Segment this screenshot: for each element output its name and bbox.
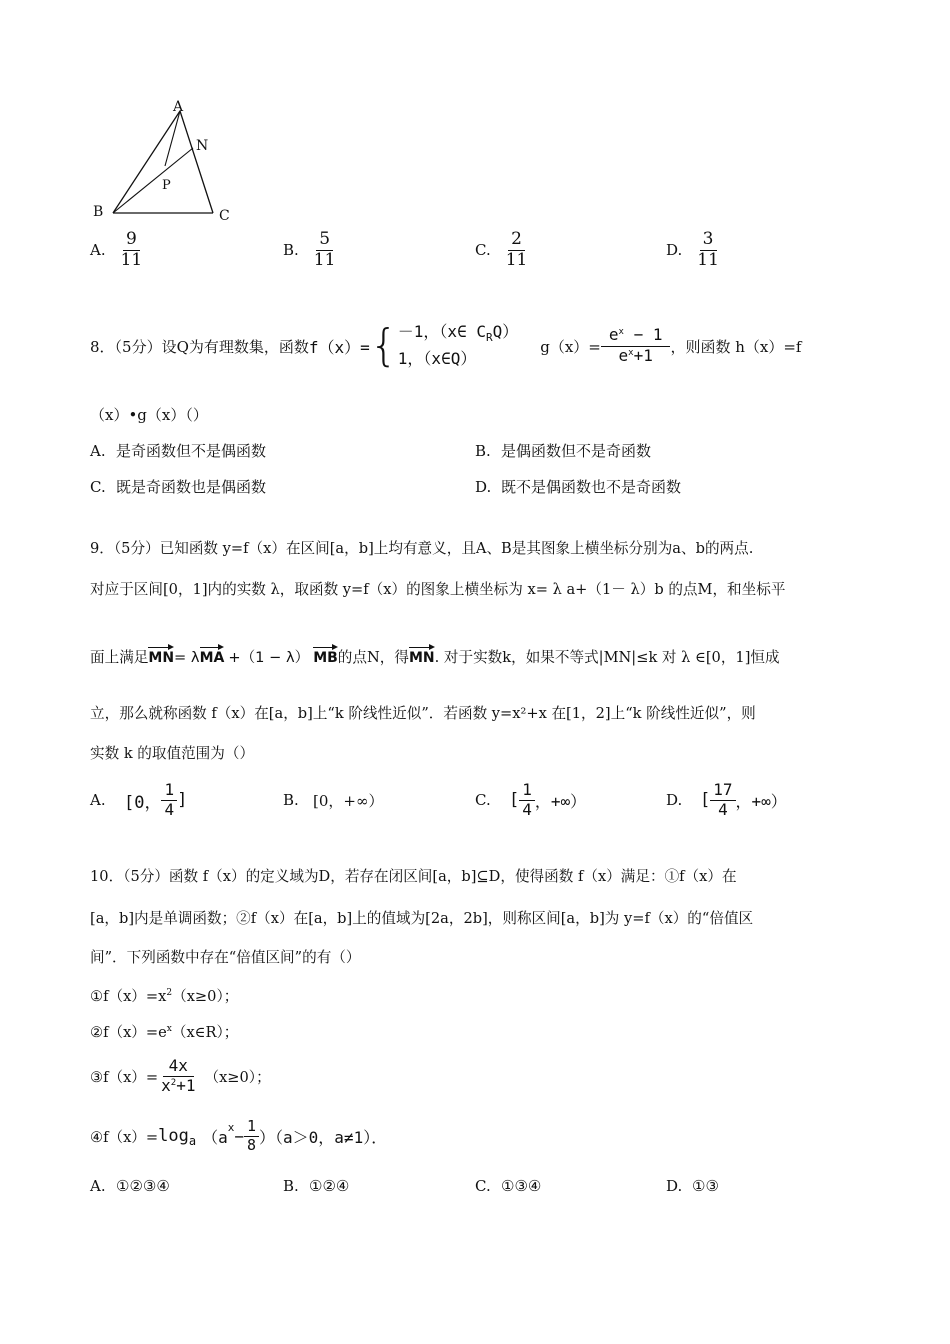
fraction: $\frac{1}{4}$ xyxy=(161,782,177,819)
q9-stem-line5: 实数 k 的取值范围为（） xyxy=(90,745,255,762)
q9-option-d[interactable]: D. [ $\frac{17}{4}$ ，+∞） xyxy=(666,779,787,819)
q8-g-fraction xyxy=(601,327,671,365)
numerator: 9 xyxy=(123,231,140,251)
option-label: A. xyxy=(90,241,106,259)
denominator: $e^x+1$ xyxy=(618,346,653,365)
q10-option-b[interactable]: B. ①②④ xyxy=(283,1177,350,1195)
fraction xyxy=(311,228,339,270)
vertex-label-n: N xyxy=(196,138,209,154)
q9-option-c[interactable]: C. [ $\frac{1}{4}$ ，+∞） xyxy=(475,779,587,819)
q7-option-d[interactable] xyxy=(666,230,722,270)
vector-mn: MN xyxy=(148,650,175,666)
option-label: D. xyxy=(666,241,683,259)
vector-mn-2: MN xyxy=(408,650,435,666)
q10-option-c[interactable]: C. ①③④ xyxy=(475,1177,542,1195)
triangle-diagram xyxy=(85,98,245,226)
vertex-label-c: C xyxy=(219,208,230,224)
case-1: －1，（x∈ $C_RQ$） xyxy=(397,322,519,345)
q8-g-prefix: g（x）= xyxy=(540,337,601,356)
q9-option-a[interactable]: A. [0， $\frac{1}{4}$ ] xyxy=(90,779,188,819)
fraction xyxy=(118,228,146,270)
q9-stem-line4: 立，那么就称函数 f（x）在[a，b]上“k 阶线性近似”．若函数 y=x²+x 在[1，2]上“k 阶线性近似”，则 xyxy=(90,705,756,722)
option-label: B. xyxy=(283,241,299,259)
point-label-p: P xyxy=(162,178,171,193)
vector-mb: MB xyxy=(313,650,338,666)
denominator: 11 xyxy=(697,249,719,270)
numerator: 3 xyxy=(700,231,717,251)
q10-option-a[interactable]: A. ①②③④ xyxy=(90,1177,170,1195)
fraction: $\frac{1}{8}$ xyxy=(244,1119,259,1154)
denominator: 11 xyxy=(120,249,143,270)
numerator: 2 xyxy=(508,231,525,251)
fraction xyxy=(694,228,722,270)
q8-f-def: f（x）= xyxy=(308,337,370,357)
q8-option-d[interactable]: D. 既不是偶函数也不是奇函数 xyxy=(475,478,682,496)
q7-option-c[interactable] xyxy=(475,230,530,270)
q8-suffix: ，则函数 h（x）=f xyxy=(670,337,802,356)
fraction: $\frac{1}{4}$ xyxy=(519,782,535,819)
q9-stem-line3: 面上满足 MN = λ MA +（1 − λ） MB 的点N，得 MN . 对于实数k，如果不等式|MN|≤k 对 λ ∈[0，1]恒成 xyxy=(90,649,780,666)
q8-stem-line2: （x）•g（x）（） xyxy=(90,406,208,424)
q10-item-2: $②f(x)=e^x(x\in R)$； xyxy=(90,1024,239,1041)
q10-item-4: ④f（x）= log $_a$ （a $^x$ − $\frac{1}{8}$ ）（a＞0，a≠1）． xyxy=(90,1116,388,1154)
q10-stem-line2: [a，b]内是单调函数；②f（x）在[a，b]上的值域为[2a，2b]，则称区间[a，b]为 y=f（x）的“倍值区 xyxy=(90,910,754,927)
q7-option-b[interactable] xyxy=(283,230,338,270)
q8-option-c[interactable]: C. 既是奇函数也是偶函数 xyxy=(90,478,267,496)
q8-option-a[interactable]: A. 是奇函数但不是偶函数 xyxy=(90,442,267,460)
q8-stem-line1 xyxy=(90,316,801,376)
numerator: 5 xyxy=(316,231,333,251)
case-2: 1，（x∈Q） xyxy=(397,348,477,368)
triangle-figure xyxy=(85,98,245,226)
numerator: $e^x - 1$ xyxy=(601,327,671,347)
q10-stem-line3: 间”．下列函数中存在“倍值区间”的有（） xyxy=(90,949,361,966)
vertex-label-a: A xyxy=(173,99,184,115)
q9-stem-line1: 9．（5分）已知函数 y=f（x）在区间[a，b]上均有意义，且A、B是其图象上横坐标分别为a、b的两点. xyxy=(90,540,754,557)
q10-item-3: ③f（x）= $\frac{4x}{x^2+1}$ （x≥0）； xyxy=(90,1055,271,1095)
q10-item-1: $①f(x)=x^2(x\ge 0)$； xyxy=(90,988,239,1005)
q7-option-a[interactable] xyxy=(90,230,145,270)
vertex-label-b: B xyxy=(93,204,104,220)
q9-stem-line2: 对应于区间[0，1]内的实数 λ，取函数 y=f（x）的图象上横坐标为 x= λ a+（1－ λ）b 的点M，和坐标平 xyxy=(90,581,786,598)
q8-option-b[interactable]: B. 是偶函数但不是奇函数 xyxy=(475,442,652,460)
piecewise-cases xyxy=(398,320,518,371)
q10-stem-line1: 10．（5分）函数 f（x）的定义域为D，若存在闭区间[a，b]⊆D，使得函数 f（x）满足：①f（x）在 xyxy=(90,868,737,885)
q10-option-d[interactable]: D. ①③ xyxy=(666,1177,719,1195)
fraction: $\frac{4x}{x^2+1}$ xyxy=(161,1055,196,1095)
left-brace-icon: { xyxy=(369,320,398,371)
denominator: 11 xyxy=(505,249,528,270)
q8-prefix: 8．（5分）设Q为有理数集，函数 xyxy=(90,337,309,356)
fraction: $\frac{17}{4}$ xyxy=(710,782,735,819)
fraction xyxy=(503,228,531,270)
vector-ma: MA xyxy=(199,650,225,666)
denominator: 11 xyxy=(313,249,336,270)
q9-option-b[interactable]: B. [0，+∞） xyxy=(283,791,384,810)
option-label: C. xyxy=(475,241,491,259)
